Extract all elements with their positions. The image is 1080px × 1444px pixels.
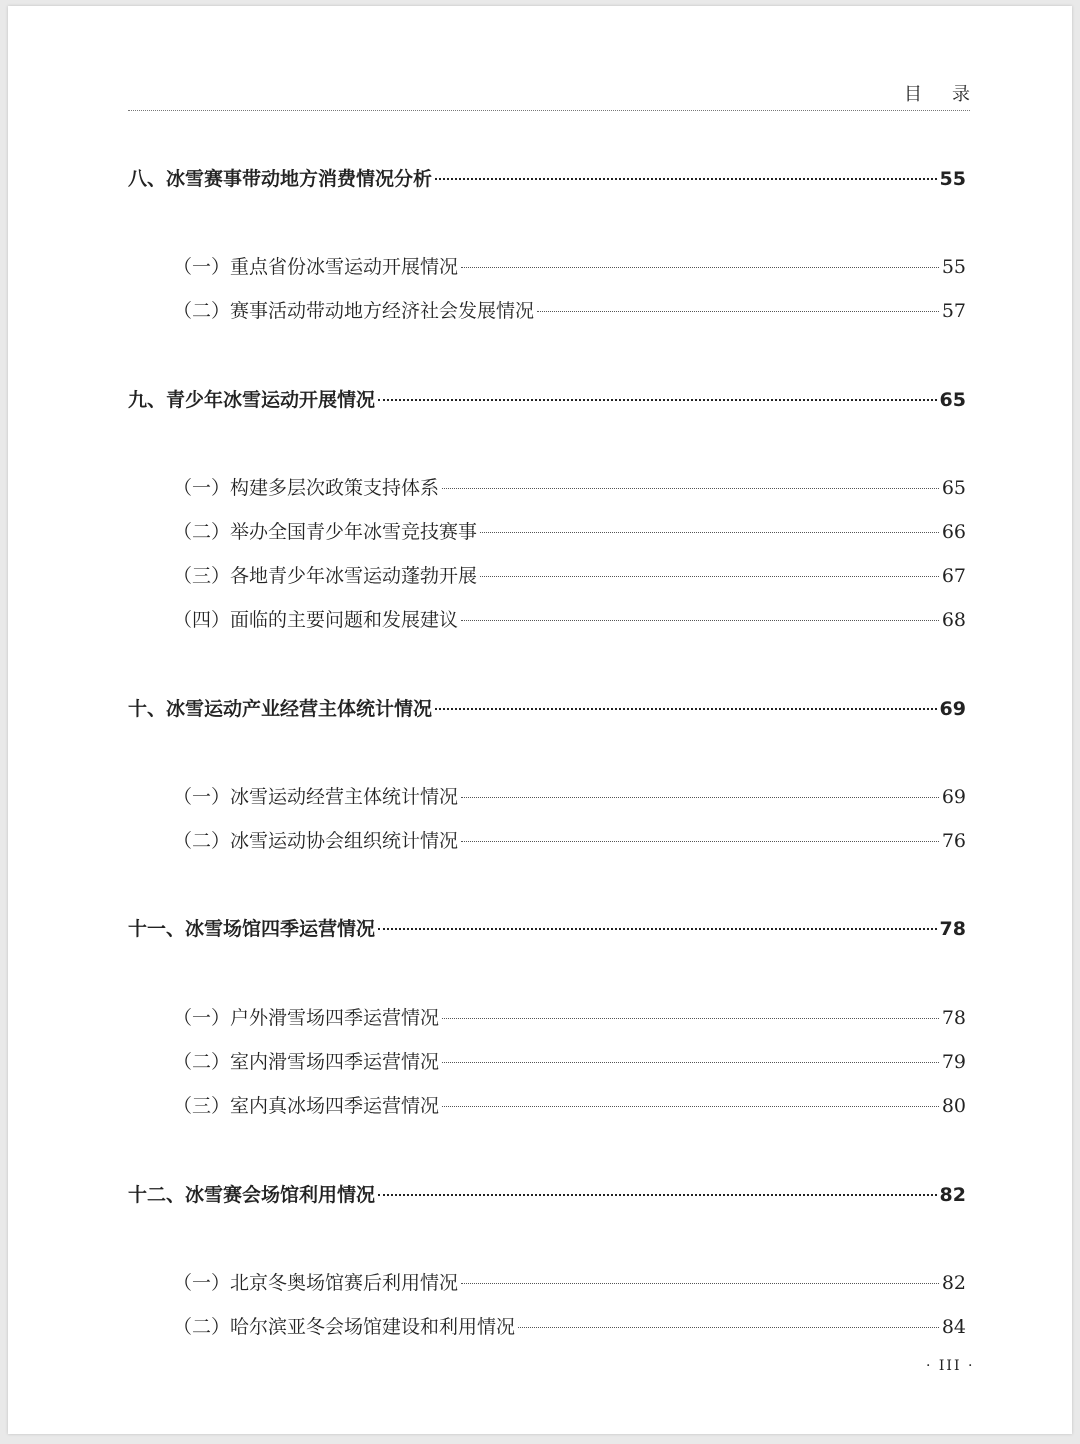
toc-sub-row[interactable] <box>173 1312 966 1339</box>
toc-entry-label: 十一、冰雪场馆四季运营情况 <box>128 918 376 940</box>
dot-leader <box>378 1194 937 1196</box>
toc-sub-row[interactable] <box>173 605 966 632</box>
toc-entry-label: （二）冰雪运动协会组织统计情况 <box>173 830 459 852</box>
toc-sub-row[interactable] <box>173 252 966 279</box>
toc-page-number: 55 <box>941 256 966 278</box>
toc-page-number: 68 <box>941 609 966 631</box>
toc-entry-label: 九、青少年冰雪运动开展情况 <box>128 389 376 411</box>
toc-page-number: 65 <box>941 477 966 499</box>
toc-entry-label: （二）赛事活动带动地方经济社会发展情况 <box>173 300 535 322</box>
toc-sub-row[interactable] <box>173 1003 966 1030</box>
toc-sub-row[interactable] <box>173 782 966 809</box>
toc-entry-label: （一）冰雪运动经营主体统计情况 <box>173 786 459 808</box>
dot-leader <box>480 576 939 577</box>
toc-page-number: 80 <box>941 1095 966 1117</box>
toc-sub-row[interactable] <box>173 473 966 500</box>
dot-leader <box>537 311 939 312</box>
toc-entry-label: （三）各地青少年冰雪运动蓬勃开展 <box>173 565 478 587</box>
toc-sub-row[interactable] <box>173 1047 966 1074</box>
toc-section-row[interactable] <box>128 1180 966 1207</box>
toc-page-number: 82 <box>939 1184 966 1206</box>
toc-entry-label: （一）户外滑雪场四季运营情况 <box>173 1007 440 1029</box>
toc-page-number: 82 <box>941 1272 966 1294</box>
toc-section-row[interactable] <box>128 164 966 191</box>
dot-leader <box>461 841 939 842</box>
toc-entry-label: 十、冰雪运动产业经营主体统计情况 <box>128 698 433 720</box>
dot-leader <box>461 620 939 621</box>
running-header <box>128 80 1000 111</box>
dot-leader <box>378 399 937 401</box>
toc-entry-label: （二）哈尔滨亚冬会场馆建设和利用情况 <box>173 1316 516 1338</box>
dot-leader <box>378 928 937 930</box>
toc-entry-label: （一）重点省份冰雪运动开展情况 <box>173 256 459 278</box>
toc-sub-row[interactable] <box>173 826 966 853</box>
toc-page-number: 65 <box>939 389 966 411</box>
dot-leader <box>442 1018 939 1019</box>
toc-page-number: 78 <box>939 918 966 940</box>
dot-leader <box>442 1106 939 1107</box>
toc-page-number: 78 <box>941 1007 966 1029</box>
dot-leader <box>461 1283 939 1284</box>
toc-page-number: 57 <box>941 300 966 322</box>
dot-leader <box>442 488 939 489</box>
toc-page-number: 79 <box>941 1051 966 1073</box>
toc-entry-label: 十二、冰雪赛会场馆利用情况 <box>128 1184 376 1206</box>
dot-leader <box>480 532 939 533</box>
toc-entry-label: （二）举办全国青少年冰雪竞技赛事 <box>173 521 478 543</box>
dot-leader <box>518 1327 939 1328</box>
dot-leader <box>461 267 939 268</box>
dot-leader <box>461 797 939 798</box>
toc-entry-label: 八、冰雪赛事带动地方消费情况分析 <box>128 168 433 190</box>
toc-page-number: 67 <box>941 565 966 587</box>
toc-page-number: 69 <box>941 786 966 808</box>
toc-page-number: 84 <box>941 1316 966 1338</box>
toc-section-row[interactable] <box>128 914 966 941</box>
document-page <box>8 6 1072 1434</box>
toc-page-number: 66 <box>941 521 966 543</box>
toc-page-number: 76 <box>941 830 966 852</box>
dot-leader <box>435 708 937 710</box>
toc-sub-row[interactable] <box>173 1091 966 1118</box>
toc-entry-label: （二）室内滑雪场四季运营情况 <box>173 1051 440 1073</box>
dot-leader <box>435 178 937 180</box>
toc-sub-row[interactable] <box>173 1268 966 1295</box>
toc-entry-label: （一）构建多层次政策支持体系 <box>173 477 440 499</box>
page-number-footer: · III · <box>926 1358 975 1374</box>
toc-section-row[interactable] <box>128 694 966 721</box>
toc-sub-row[interactable] <box>173 296 966 323</box>
header-title: 目录 <box>904 84 1000 105</box>
toc-entry-label: （一）北京冬奥场馆赛后利用情况 <box>173 1272 459 1294</box>
dot-leader <box>442 1062 939 1063</box>
toc-sub-row[interactable] <box>173 517 966 544</box>
toc-entry-label: （三）室内真冰场四季运营情况 <box>173 1095 440 1117</box>
toc-entry-label: （四）面临的主要问题和发展建议 <box>173 609 459 631</box>
toc-page-number: 69 <box>939 698 966 720</box>
toc-sub-row[interactable] <box>173 561 966 588</box>
toc-page-number: 55 <box>939 168 966 190</box>
toc-section-row[interactable] <box>128 385 966 412</box>
